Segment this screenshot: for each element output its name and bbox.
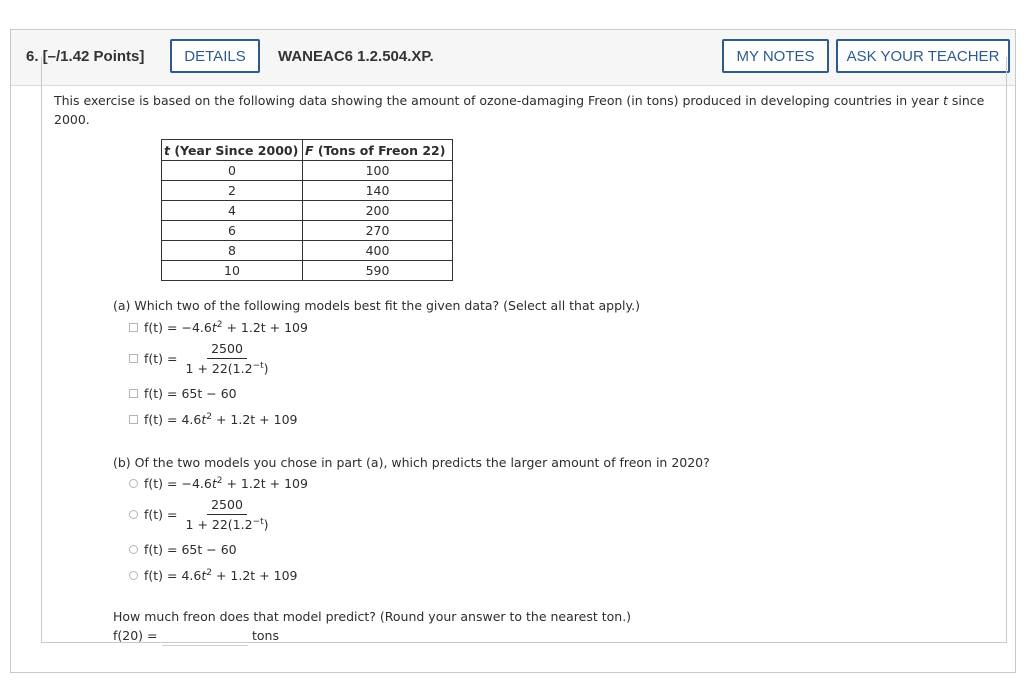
table-cell-year: 4 [162,201,303,221]
part-b-option-4[interactable] [129,568,297,583]
table-row [162,201,453,221]
option-formula: $f(t) = -4.6t^2 + 1.2t + 109$ [144,320,308,336]
radio-button[interactable] [129,571,138,580]
intro-text-end: since 2000. [54,93,985,127]
table-cell-freon: 140 [303,181,453,201]
table-cell-year: 10 [162,261,303,281]
table-cell-year: 8 [162,241,303,261]
checkbox[interactable] [129,415,138,424]
option-formula: f(t) = 65t − 60 [144,386,237,401]
table-cell-freon: 590 [303,261,453,281]
option-formula: f(t) = 65t − 60 [144,542,237,557]
checkbox[interactable] [129,389,138,398]
part-b-option-3[interactable] [129,542,237,557]
radio-button[interactable] [129,479,138,488]
answer-unit: tons [252,628,279,643]
part-a-question: (a) Which two of the following models best fit the given data? (Select all that apply.) [113,298,640,313]
checkbox[interactable] [129,354,138,363]
table-row [162,221,453,241]
option-formula: $f(t) = -4.6t^2 + 1.2t + 109$ [144,476,308,492]
table-row [162,241,453,261]
table-cell-year: 6 [162,221,303,241]
option-formula-label: f(t) = [144,507,178,523]
part-b-option-1[interactable] [129,476,308,491]
table-row [162,261,453,281]
column-header-freon: F (Tons of Freon 22) [303,140,453,161]
part-a-option-2[interactable] [129,341,271,376]
part-a-option-1[interactable] [129,320,308,335]
question-code: WANEAC6 1.2.504.XP. [278,48,434,65]
intro-text [54,91,994,129]
table-cell-freon: 270 [303,221,453,241]
intro-text-start: This exercise is based on the following data showing the amount of ozone-damaging Freon (in tons) produced in developing countries in year [54,93,943,108]
answer-label: f(20) = [113,628,158,643]
option-formula-label: f(t) = [144,351,178,367]
option-fraction: $\frac{2500}{1 + 22(1.2^{-t})}$ [185,341,269,377]
option-formula: $f(t) = 4.6t^2 + 1.2t + 109$ [144,568,298,584]
part-a-option-4[interactable] [129,412,297,427]
part-a-option-3[interactable] [129,386,237,401]
my-notes-button[interactable]: MY NOTES [722,39,829,73]
checkbox[interactable] [129,323,138,332]
table-cell-freon: 100 [303,161,453,181]
answer-input[interactable] [162,625,248,646]
option-fraction: $\frac{2500}{1 + 22(1.2^{-t})}$ [185,497,269,533]
table-cell-year: 2 [162,181,303,201]
ask-teacher-button[interactable]: ASK YOUR TEACHER [836,39,1010,73]
table-row [162,161,453,181]
part-b-question: (b) Of the two models you chose in part (a), which predicts the larger amount of freon in 2020? [113,455,710,470]
option-formula: $f(t) = 4.6t^2 + 1.2t + 109$ [144,412,298,428]
radio-button[interactable] [129,545,138,554]
intro-variable: t [943,93,948,108]
part-c-question: How much freon does that model predict? (Round your answer to the nearest ton.) [113,609,632,624]
column-header-year: t (Year Since 2000) [162,140,303,161]
table-header-row [162,140,453,161]
table-cell-freon: 400 [303,241,453,261]
data-table [161,139,453,281]
table-row [162,181,453,201]
details-button[interactable]: DETAILS [170,39,260,73]
part-b-option-2[interactable] [129,497,271,532]
table-cell-year: 0 [162,161,303,181]
question-number: 6. [–/1.42 Points] [26,48,145,65]
radio-button[interactable] [129,510,138,519]
table-cell-freon: 200 [303,201,453,221]
